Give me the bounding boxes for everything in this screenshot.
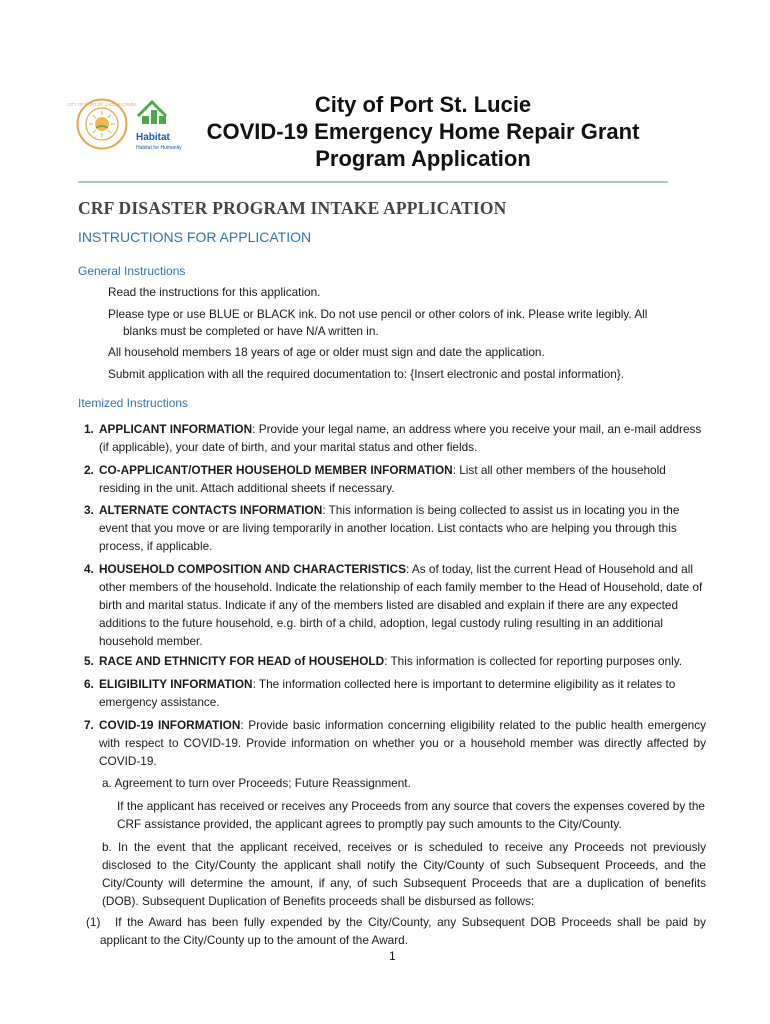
list-item [84, 652, 706, 670]
general-line: All household members 18 years of age or older must sign and date the application. [108, 345, 545, 359]
subsection-a-title: a. Agreement to turn over Proceeds; Future Reassignment. [102, 776, 411, 790]
item-number: 6. [84, 677, 94, 691]
list-item [84, 461, 706, 497]
item-number: 2. [84, 463, 94, 477]
item-text: : As of today, list the current Head of Household and all other members of the household. Indicate the relationship of each family member to the Head of Household, date of birth and marital status. Indicate if any of the members listed are disabled and explain if there are any expected additions to the future household, e.g. birth of a child, adoption, legal custody ruling resulting in an additional household member. [99, 562, 703, 648]
page-number: 1 [389, 949, 396, 963]
item-text: : Provide your legal name, an address where you receive your mail, an e-mail address (if applicable), your date of birth, and your marital status and other fields. [99, 422, 702, 454]
list-item [84, 420, 706, 456]
svg-text:Habitat for Humanity: Habitat for Humanity [136, 145, 182, 151]
item-label: HOUSEHOLD COMPOSITION AND CHARACTERISTICS [99, 562, 406, 576]
itemized-instructions-heading: Itemized Instructions [78, 396, 189, 410]
subsection-1-text: If the Award has been fully expended by the City/County, any Subsequent DOB Proceeds shall be paid by applicant to the City/County up to the amount of the Award. [100, 915, 706, 947]
item-number: 3. [84, 503, 94, 517]
item-label: COVID-19 INFORMATION [99, 718, 241, 732]
item-label: ELIGIBILITY INFORMATION [99, 677, 253, 691]
list-item [84, 675, 706, 711]
general-line: Please type or use BLUE or BLACK ink. Do not use pencil or other colors of ink. Please write legibly. All [108, 307, 648, 321]
subsection-a-text: If the applicant has received or receives any Proceeds from any source that covers the expenses covered by the CRF assistance provided, the applicant agrees to promptly pay such amounts to the City/County. [117, 799, 705, 831]
general-instructions-heading: General Instructions [78, 264, 186, 278]
title-line: Program Application [315, 146, 531, 171]
item-label: ALTERNATE CONTACTS INFORMATION [99, 503, 323, 517]
svg-text:Habitat: Habitat [136, 132, 170, 143]
item-number: 4. [84, 562, 94, 576]
title-line: City of Port St. Lucie [314, 92, 532, 117]
list-item [84, 501, 706, 555]
general-line: Submit application with all the required documentation to: {Insert electronic and postal information}. [108, 367, 625, 381]
item-text: : This information is being collected to assist us in locating you in the event that you move or are living temporarily in another location. List contacts who are helping you through this process, if applicable. [99, 503, 680, 553]
item-label: APPLICANT INFORMATION [99, 422, 253, 436]
list-item [84, 560, 706, 650]
habitat-logo [134, 98, 180, 152]
subsection-b-text: b. In the event that the applicant received, receives or is scheduled to receive any Proceeds not previously disclosed to the City/County the applicant shall notify the City/County of such Subsequent Proceeds, and the City/County will determine the amount, if any, of such Subsequent Proceeds that are a duplication of benefits (DOB). Subsequent Duplication of Benefits proceeds shall be disbursed as follows: [102, 840, 706, 908]
item-number: 7. [84, 718, 94, 732]
item-text: : Provide basic information concerning eligibility related to the public health emergency with respect to COVID-19. Provide information on whether you or a household member was directly affected by COVID-19. [99, 718, 706, 768]
item-text: : The information collected here is important to determine eligibility as it relates to emergency assistance. [99, 677, 676, 709]
item-number: 1. [84, 422, 94, 436]
general-line: Read the instructions for this application. [108, 285, 321, 299]
item-number: 5. [84, 654, 94, 668]
item-text: : This information is collected for reporting purposes only. [384, 654, 683, 668]
city-seal-logo [67, 98, 137, 150]
subsection-1 [86, 913, 706, 949]
item-label: CO-APPLICANT/OTHER HOUSEHOLD MEMBER INFORMATION [99, 463, 453, 477]
item-text: : List all other members of the household residing in the unit. Attach additional sheets if necessary. [99, 463, 666, 495]
title-divider [78, 181, 668, 183]
svg-text:CITY OF PORT ST. LUCIE FLORIDA: CITY OF PORT ST. LUCIE FLORIDA [67, 102, 137, 107]
list-item [84, 716, 706, 770]
instructions-heading: INSTRUCTIONS FOR APPLICATION [78, 229, 312, 245]
crf-heading: CRF DISASTER PROGRAM INTAKE APPLICATION [78, 198, 507, 218]
page-title [190, 91, 656, 172]
item-number: (1) [86, 915, 101, 929]
subsection-b [102, 838, 706, 910]
item-label: RACE AND ETHNICITY FOR HEAD of HOUSEHOLD [99, 654, 385, 668]
general-line: blanks must be completed or have N/A written in. [123, 324, 379, 338]
title-line: COVID-19 Emergency Home Repair Grant [206, 119, 640, 144]
subsection-a-body [117, 797, 705, 833]
